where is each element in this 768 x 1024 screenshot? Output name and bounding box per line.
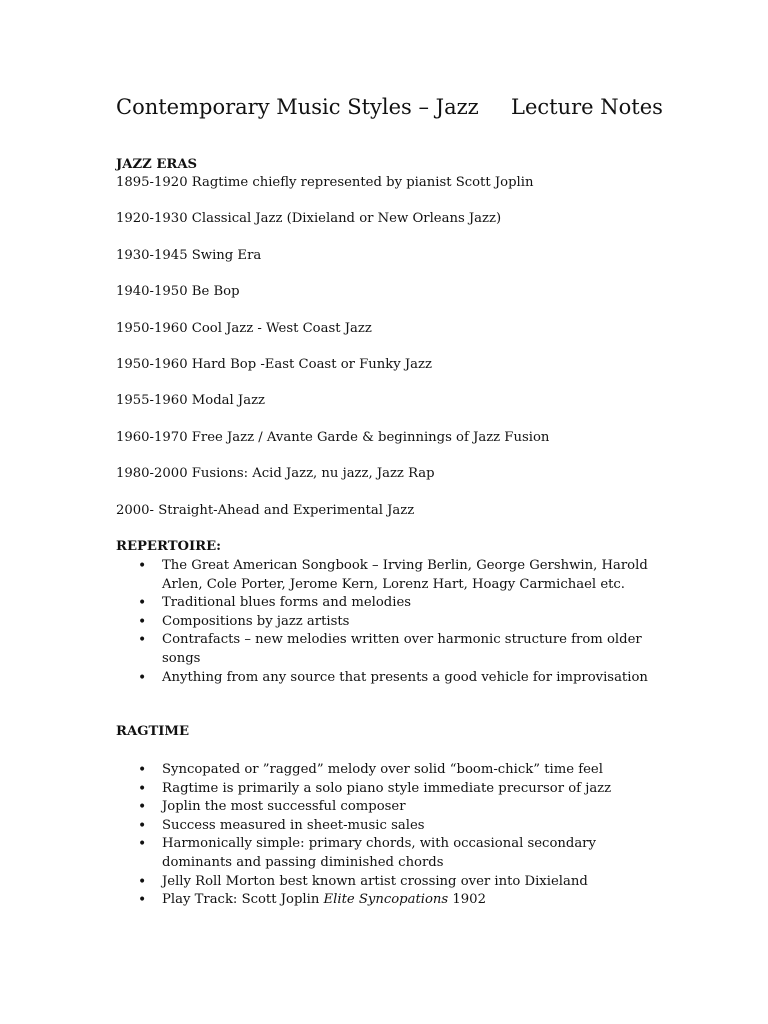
title-course: Contemporary Music Styles – Jazz [116,95,479,119]
play-track-year: 1902 [448,892,486,908]
jazz-eras-section [116,155,716,520]
play-track-item [116,891,656,910]
repertoire-heading: REPERTOIRE: [116,539,222,554]
list-item: • Jelly Roll Morton best known artist crossing over into Dixieland [116,873,656,892]
list-item: • Contrafacts – new melodies written over harmonic structure from older songs [116,631,656,668]
ragtime-list [116,761,656,910]
era-item: 1940-1950 Be Bop [116,284,240,300]
list-item: • Success measured in sheet-music sales [116,817,656,836]
era-item: 1895-1920 Ragtime chiefly represented by pianist Scott Joplin [116,175,534,190]
era-item: 2000- Straight-Ahead and Experimental Jazz [116,502,415,518]
jazz-eras-heading: JAZZ ERAS [116,157,198,172]
era-item: 1950-1960 Hard Bop -East Coast or Funky Jazz [116,356,432,372]
play-track-prefix: Play Track: Scott Joplin [162,892,324,908]
list-item: • Syncopated or ”ragged” melody over solid “boom-chick” time feel [116,761,656,780]
era-item: 1955-1960 Modal Jazz [116,393,265,409]
era-item: 1950-1960 Cool Jazz - West Coast Jazz [116,320,372,336]
era-item: 1960-1970 Free Jazz / Avante Garde & beginnings of Jazz Fusion [116,429,550,445]
title-lecture-notes: Lecture Notes [511,95,663,119]
ragtime-heading: RAGTIME [116,724,190,739]
era-item: 1920-1930 Classical Jazz (Dixieland or New Orleans Jazz) [116,211,502,227]
era-item: 1980-2000 Fusions: Acid Jazz, nu jazz, Jazz Rap [116,466,435,482]
list-item: • Compositions by jazz artists [116,613,656,632]
repertoire-list [116,557,656,687]
era-item: 1930-1945 Swing Era [116,247,262,263]
list-item: • Traditional blues forms and melodies [116,594,656,613]
list-item: • Ragtime is primarily a solo piano style immediate precursor of jazz [116,780,656,799]
list-item: • Anything from any source that presents a good vehicle for improvisation [116,669,656,688]
list-item: • The Great American Songbook – Irving Berlin, George Gershwin, Harold Arlen, Cole Porter, Jerome Kern, Lorenz Hart, Hoagy Carmichael etc. [116,557,656,594]
list-item: • Joplin the most successful composer [116,798,656,817]
play-track-title: Elite Syncopations [323,892,449,908]
list-item: • Harmonically simple: primary chords, with occasional secondary dominants and passing diminished chords [116,835,656,872]
